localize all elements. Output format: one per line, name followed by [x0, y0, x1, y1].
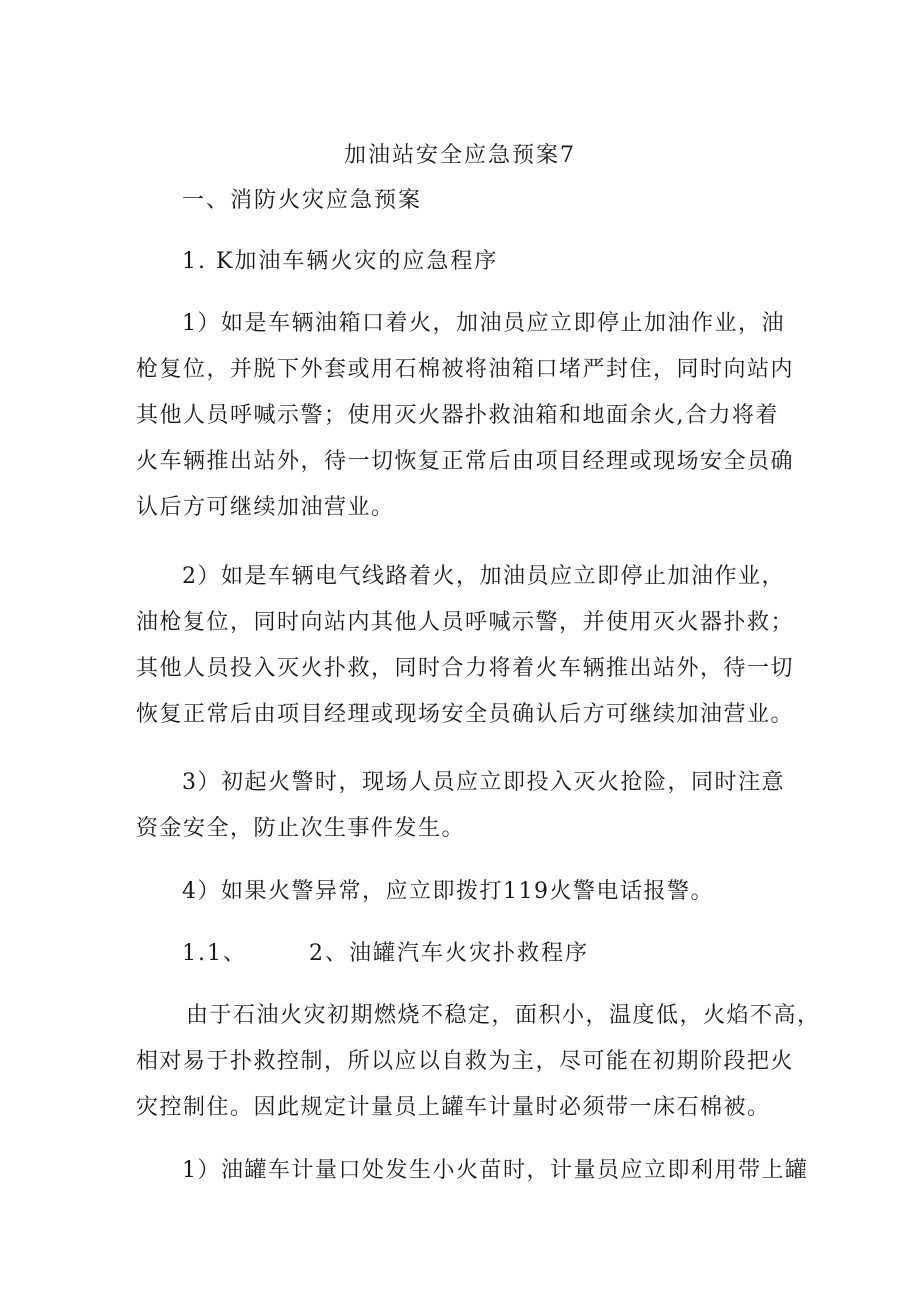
page-title: 加油站安全应急预案7: [344, 143, 576, 168]
paragraph-line: 相对易于扑救控制，所以应以自救为主，尽可能在初期阶段把火: [136, 1049, 795, 1074]
paragraph-line: 火车辆推出站外，待一切恢复正常后由项目经理或现场安全员确: [136, 449, 795, 474]
subsection-heading: [182, 938, 589, 970]
subsection-heading: 1. K加油车辆火灾的应急程序: [182, 249, 499, 274]
paragraph-line: 1）如是车辆油箱口着火，加油员应立即停止加油作业，油: [182, 311, 785, 336]
paragraph-line: 认后方可继续加油营业。: [136, 495, 395, 520]
paragraph-line: 1）油罐车计量口处发生小火苗时，计量员应立即利用带上罐: [182, 1158, 809, 1183]
paragraph-line: 枪复位，并脱下外套或用石棉被将油箱口堵严封住，同时向站内: [136, 357, 795, 382]
paragraph-line: 其他人员呼喊示警；使用灭火器扑救油箱和地面余火,合力将着: [136, 403, 779, 428]
subsection-number: 1.1、: [182, 941, 247, 966]
paragraph-line: 由于石油火灾初期燃烧不稳定，面积小，温度低，火焰不高，: [186, 1003, 821, 1028]
subsection-title: 2、油罐汽车火灾扑救程序: [309, 941, 589, 966]
paragraph-line: 2）如是车辆电气线路着火，加油员应立即停止加油作业，: [182, 564, 785, 589]
paragraph-line: 4）如果火警异常，应立即拨打119火警电话报警。: [182, 879, 714, 904]
paragraph-line: 油枪复位，同时向站内其他人员呼喊示警，并使用灭火器扑救；: [136, 610, 795, 635]
paragraph-line: 3）初起火警时，现场人员应立即投入灭火抢险，同时注意: [182, 770, 785, 795]
section-heading: 一、消防火灾应急预案: [182, 188, 423, 213]
paragraph-line: 其他人员投入灭火扑救，同时合力将着火车辆推出站外，待一切: [136, 656, 795, 681]
paragraph-line: 资金安全，防止次生事件发生。: [136, 816, 466, 841]
paragraph-line: 恢复正常后由项目经理或现场安全员确认后方可继续加油营业。: [136, 702, 795, 727]
paragraph-line: 灾控制住。因此规定计量员上罐车计量时必须带一床石棉被。: [136, 1095, 771, 1120]
